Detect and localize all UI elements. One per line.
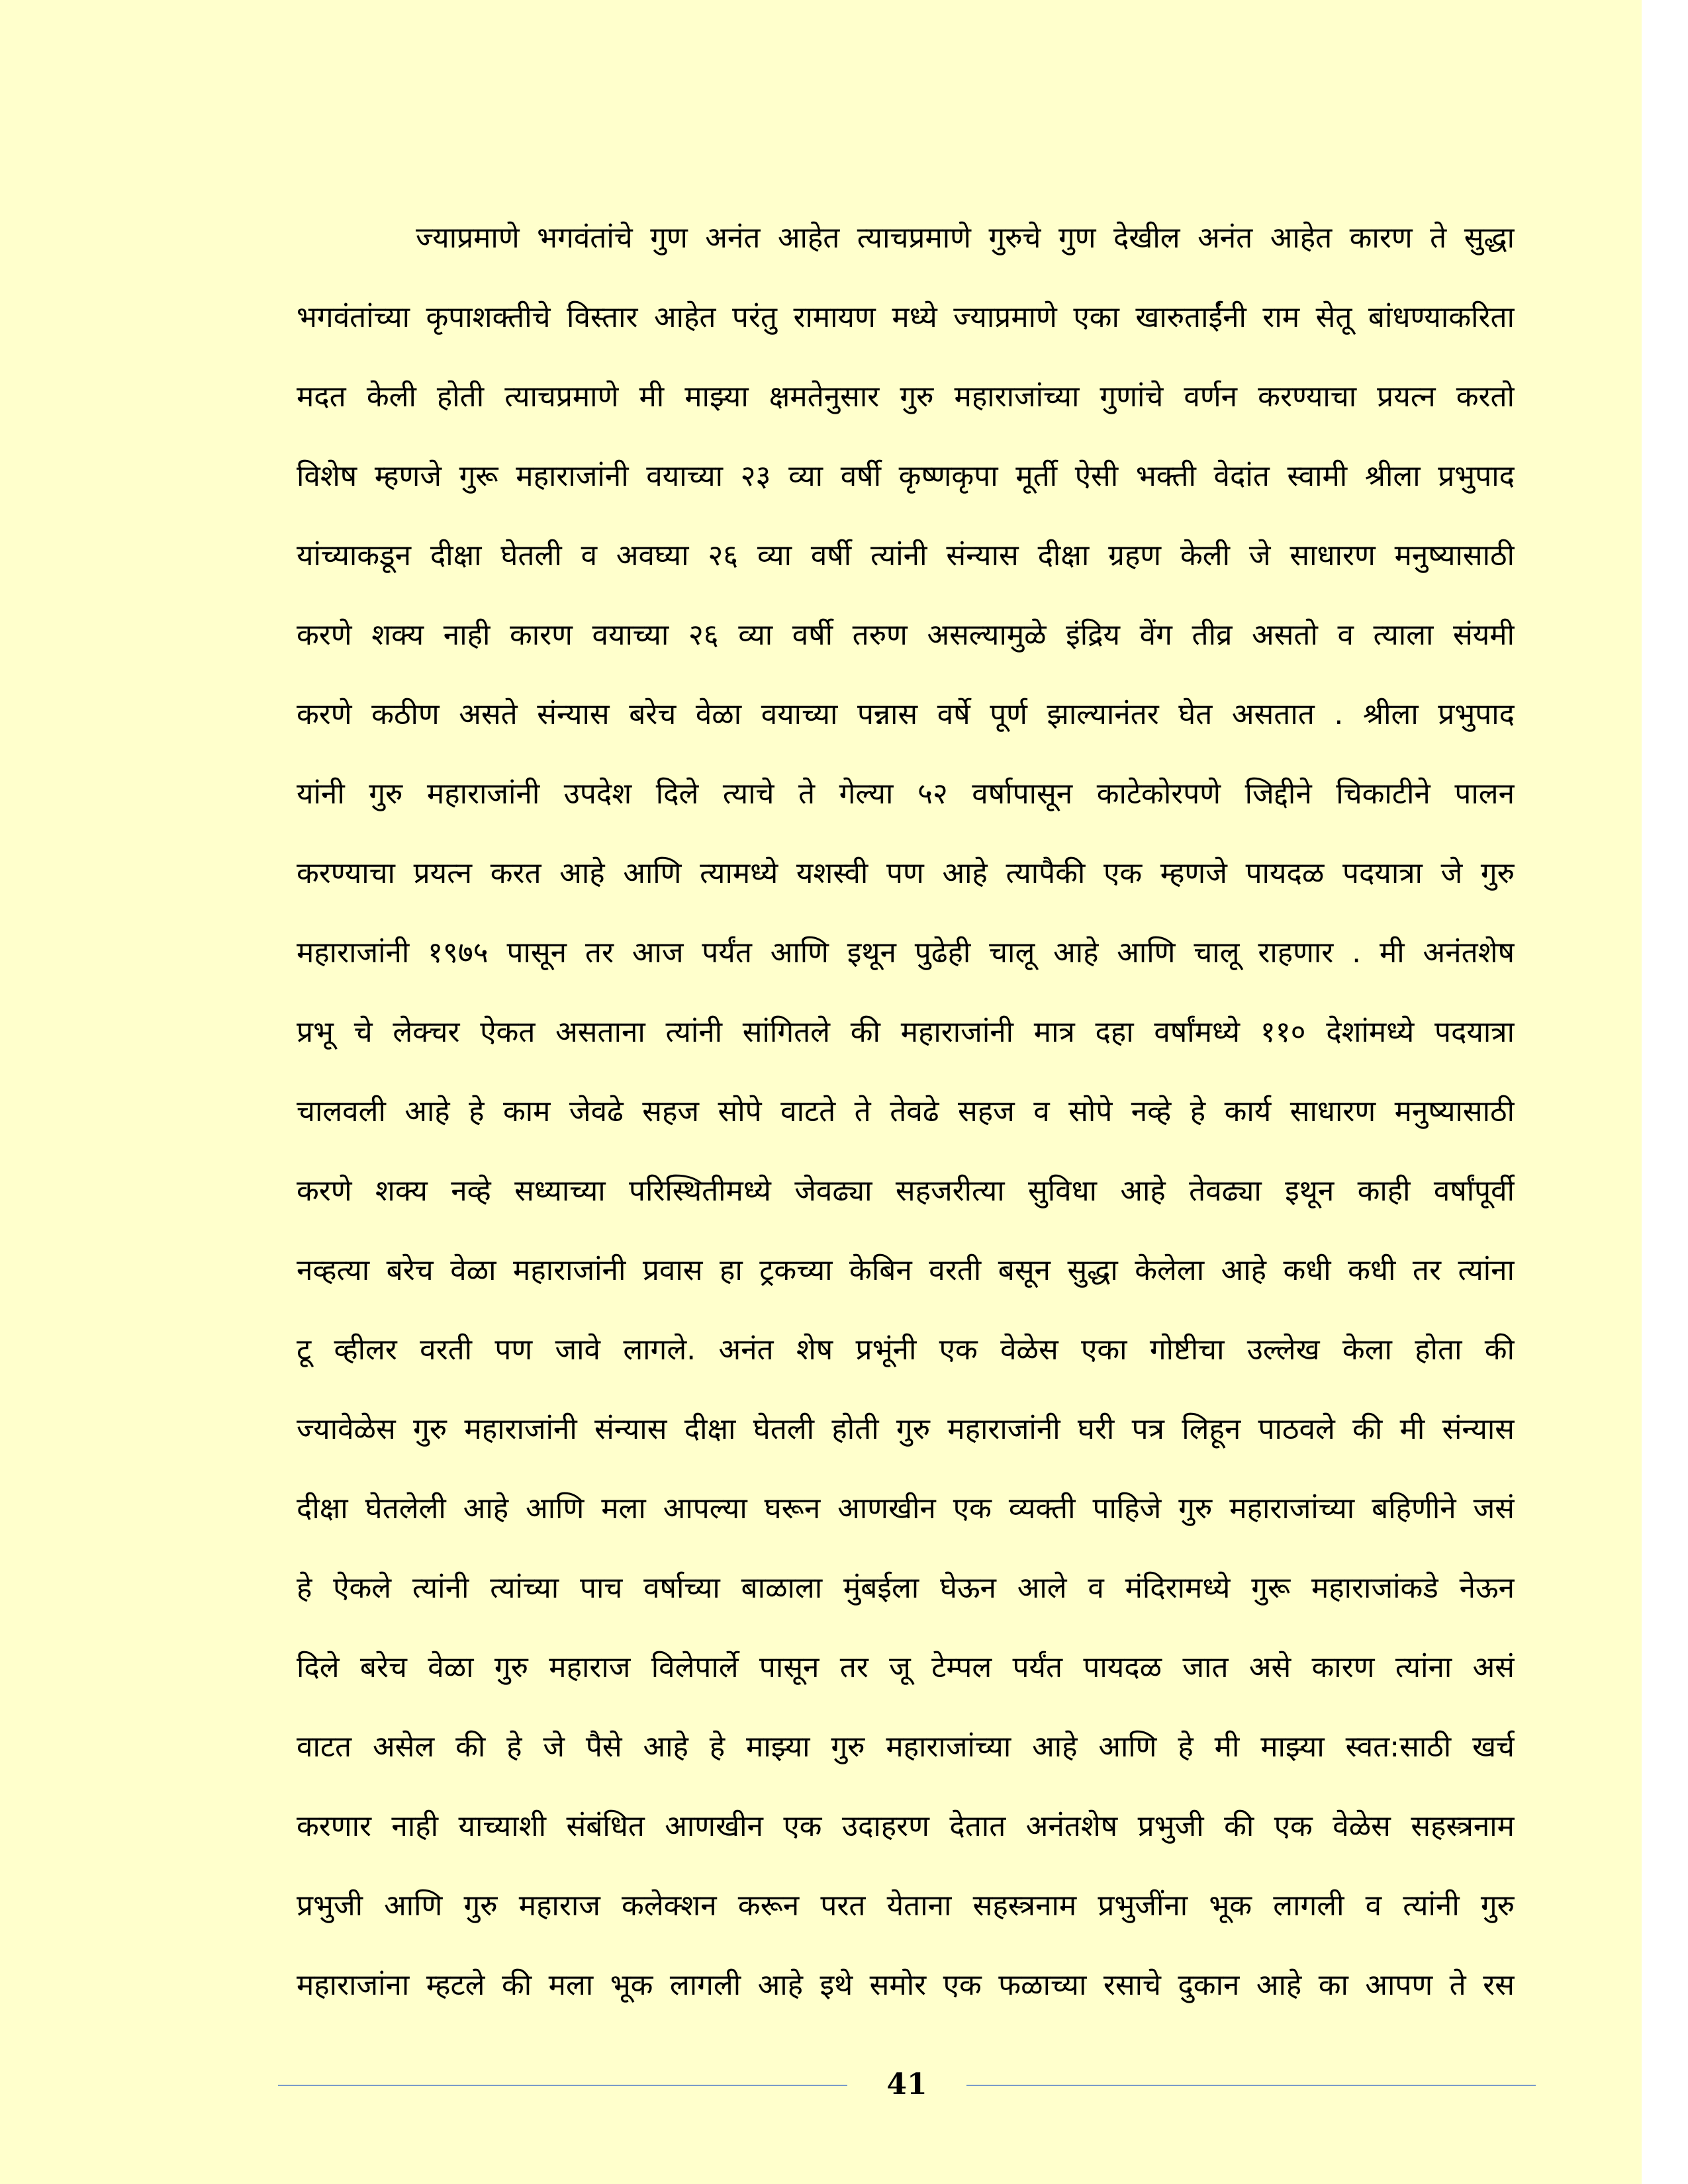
text-line: मदत केली होती त्याचप्रमाणे मी माझ्या क्षमतेनुसार गुरु महाराजांच्या गुणांचे वर्णन करण्याचा प्रयत्न करतो	[297, 380, 1515, 414]
text-line: करणार नाही याच्याशी संबंधित आणखीन एक उदाहरण देतात अनंतशेष प्रभुजी की एक वेळेस सहस्त्रनाम	[297, 1809, 1515, 1843]
text-line: महाराजांना म्हटले की मला भूक लागली आहे इथे समोर एक फळाच्या रसाचे दुकान आहे का आपण ते रस	[297, 1968, 1515, 2002]
text-line: दिले बरेच वेळा गुरु महाराज विलेपार्ले पासून तर जू टेम्पल पर्यंत पायदळ जात असे कारण त्यांना असं	[297, 1651, 1515, 1684]
text-line: वाटत असेल की हे जे पैसे आहे हे माझ्या गुरु महाराजांच्या आहे आणि हे मी माझ्या स्वत:साठी खर्च	[297, 1730, 1515, 1764]
text-line: करणे शक्य नाही कारण वयाच्या २६ व्या वर्षी तरुण असल्यामुळे इंद्रिय वेंग तीव्र असतो व त्याला संयमी	[297, 618, 1515, 652]
text-line: ज्यावेळेस गुरु महाराजांनी संन्यास दीक्षा घेतली होती गुरु महाराजांनी घरी पत्र लिहून पाठवले की मी संन्यास	[297, 1412, 1515, 1446]
text-line: करणे कठीण असते संन्यास बरेच वेळा वयाच्या पन्नास वर्षे पूर्ण झाल्यानंतर घेत असतात . श्रीला प्रभुपाद	[297, 698, 1515, 731]
page-footer	[278, 2058, 1536, 2111]
footer-rule-left	[278, 2085, 847, 2086]
body-text	[297, 199, 1515, 2025]
text-line: यांनी गुरु महाराजांनी उपदेश दिले त्याचे ते गेल्या ५२ वर्षापासून काटेकोरपणे जिद्दीने चिकाटीने पालन	[297, 777, 1515, 811]
page-number: 41	[886, 2068, 927, 2101]
text-line: विशेष म्हणजे गुरू महाराजांनी वयाच्या २३ व्या वर्षी कृष्णकृपा मूर्ती ऐसी भक्ती वेदांत स्वामी श्रीला प्रभुपाद	[297, 459, 1515, 493]
footer-rule-right	[966, 2085, 1536, 2086]
text-line: करण्याचा प्रयत्न करत आहे आणि त्यामध्ये यशस्वी पण आहे त्यापैकी एक म्हणजे पायदळ पदयात्रा जे गुरु	[297, 856, 1515, 890]
text-line: प्रभू चे लेक्चर ऐकत असताना त्यांनी सांगितले की महाराजांनी मात्र दहा वर्षांमध्ये ११० देशांमध्ये पदयात्रा	[297, 1015, 1515, 1049]
text-line: ज्याप्रमाणे भगवंतांचे गुण अनंत आहेत त्याचप्रमाणे गुरुचे गुण देखील अनंत आहेत कारण ते सुद्धा	[416, 221, 1515, 255]
text-line: करणे शक्य नव्हे सध्याच्या परिस्थितीमध्ये जेवढ्या सहजरीत्या सुविधा आहे तेवढ्या इथून काही वर्षांपूर्वी	[297, 1174, 1515, 1208]
text-line: टू व्हीलर वरती पण जावे लागले. अनंत शेष प्रभूंनी एक वेळेस एका गोष्टीचा उल्लेख केला होता की	[297, 1333, 1515, 1367]
text-line: दीक्षा घेतलेली आहे आणि मला आपल्या घरून आणखीन एक व्यक्ती पाहिजे गुरु महाराजांच्या बहिणीने जसं	[297, 1492, 1515, 1525]
text-line: हे ऐकले त्यांनी त्यांच्या पाच वर्षाच्या बाळाला मुंबईला घेऊन आले व मंदिरामध्ये गुरू महाराजांकडे नेऊन	[297, 1571, 1515, 1605]
text-line: यांच्याकडून दीक्षा घेतली व अवघ्या २६ व्या वर्षी त्यांनी संन्यास दीक्षा ग्रहण केली जे साधारण मनुष्यासाठी	[297, 539, 1515, 572]
text-line: भगवंतांच्या कृपाशक्तीचे विस्तार आहेत परंतु रामायण मध्ये ज्याप्रमाणे एका खारुताईंनी राम सेतू बांधण्याकरिता	[297, 300, 1515, 334]
text-line: नव्हत्या बरेच वेळा महाराजांनी प्रवास हा ट्रकच्या केबिन वरती बसून सुद्धा केलेला आहे कधी कधी तर त्यांना	[297, 1253, 1515, 1287]
text-line: प्रभुजी आणि गुरु महाराज कलेक्शन करून परत येताना सहस्त्रनाम प्रभुजींना भूक लागली व त्यांनी गुरु	[297, 1889, 1515, 1923]
text-line: महाराजांनी १९७५ पासून तर आज पर्यंत आणि इथून पुढेही चालू आहे आणि चालू राहणार . मी अनंतशेष	[297, 936, 1515, 970]
text-line: चालवली आहे हे काम जेवढे सहज सोपे वाटते ते तेवढे सहज व सोपे नव्हे हे कार्य साधारण मनुष्यासाठी	[297, 1095, 1515, 1128]
